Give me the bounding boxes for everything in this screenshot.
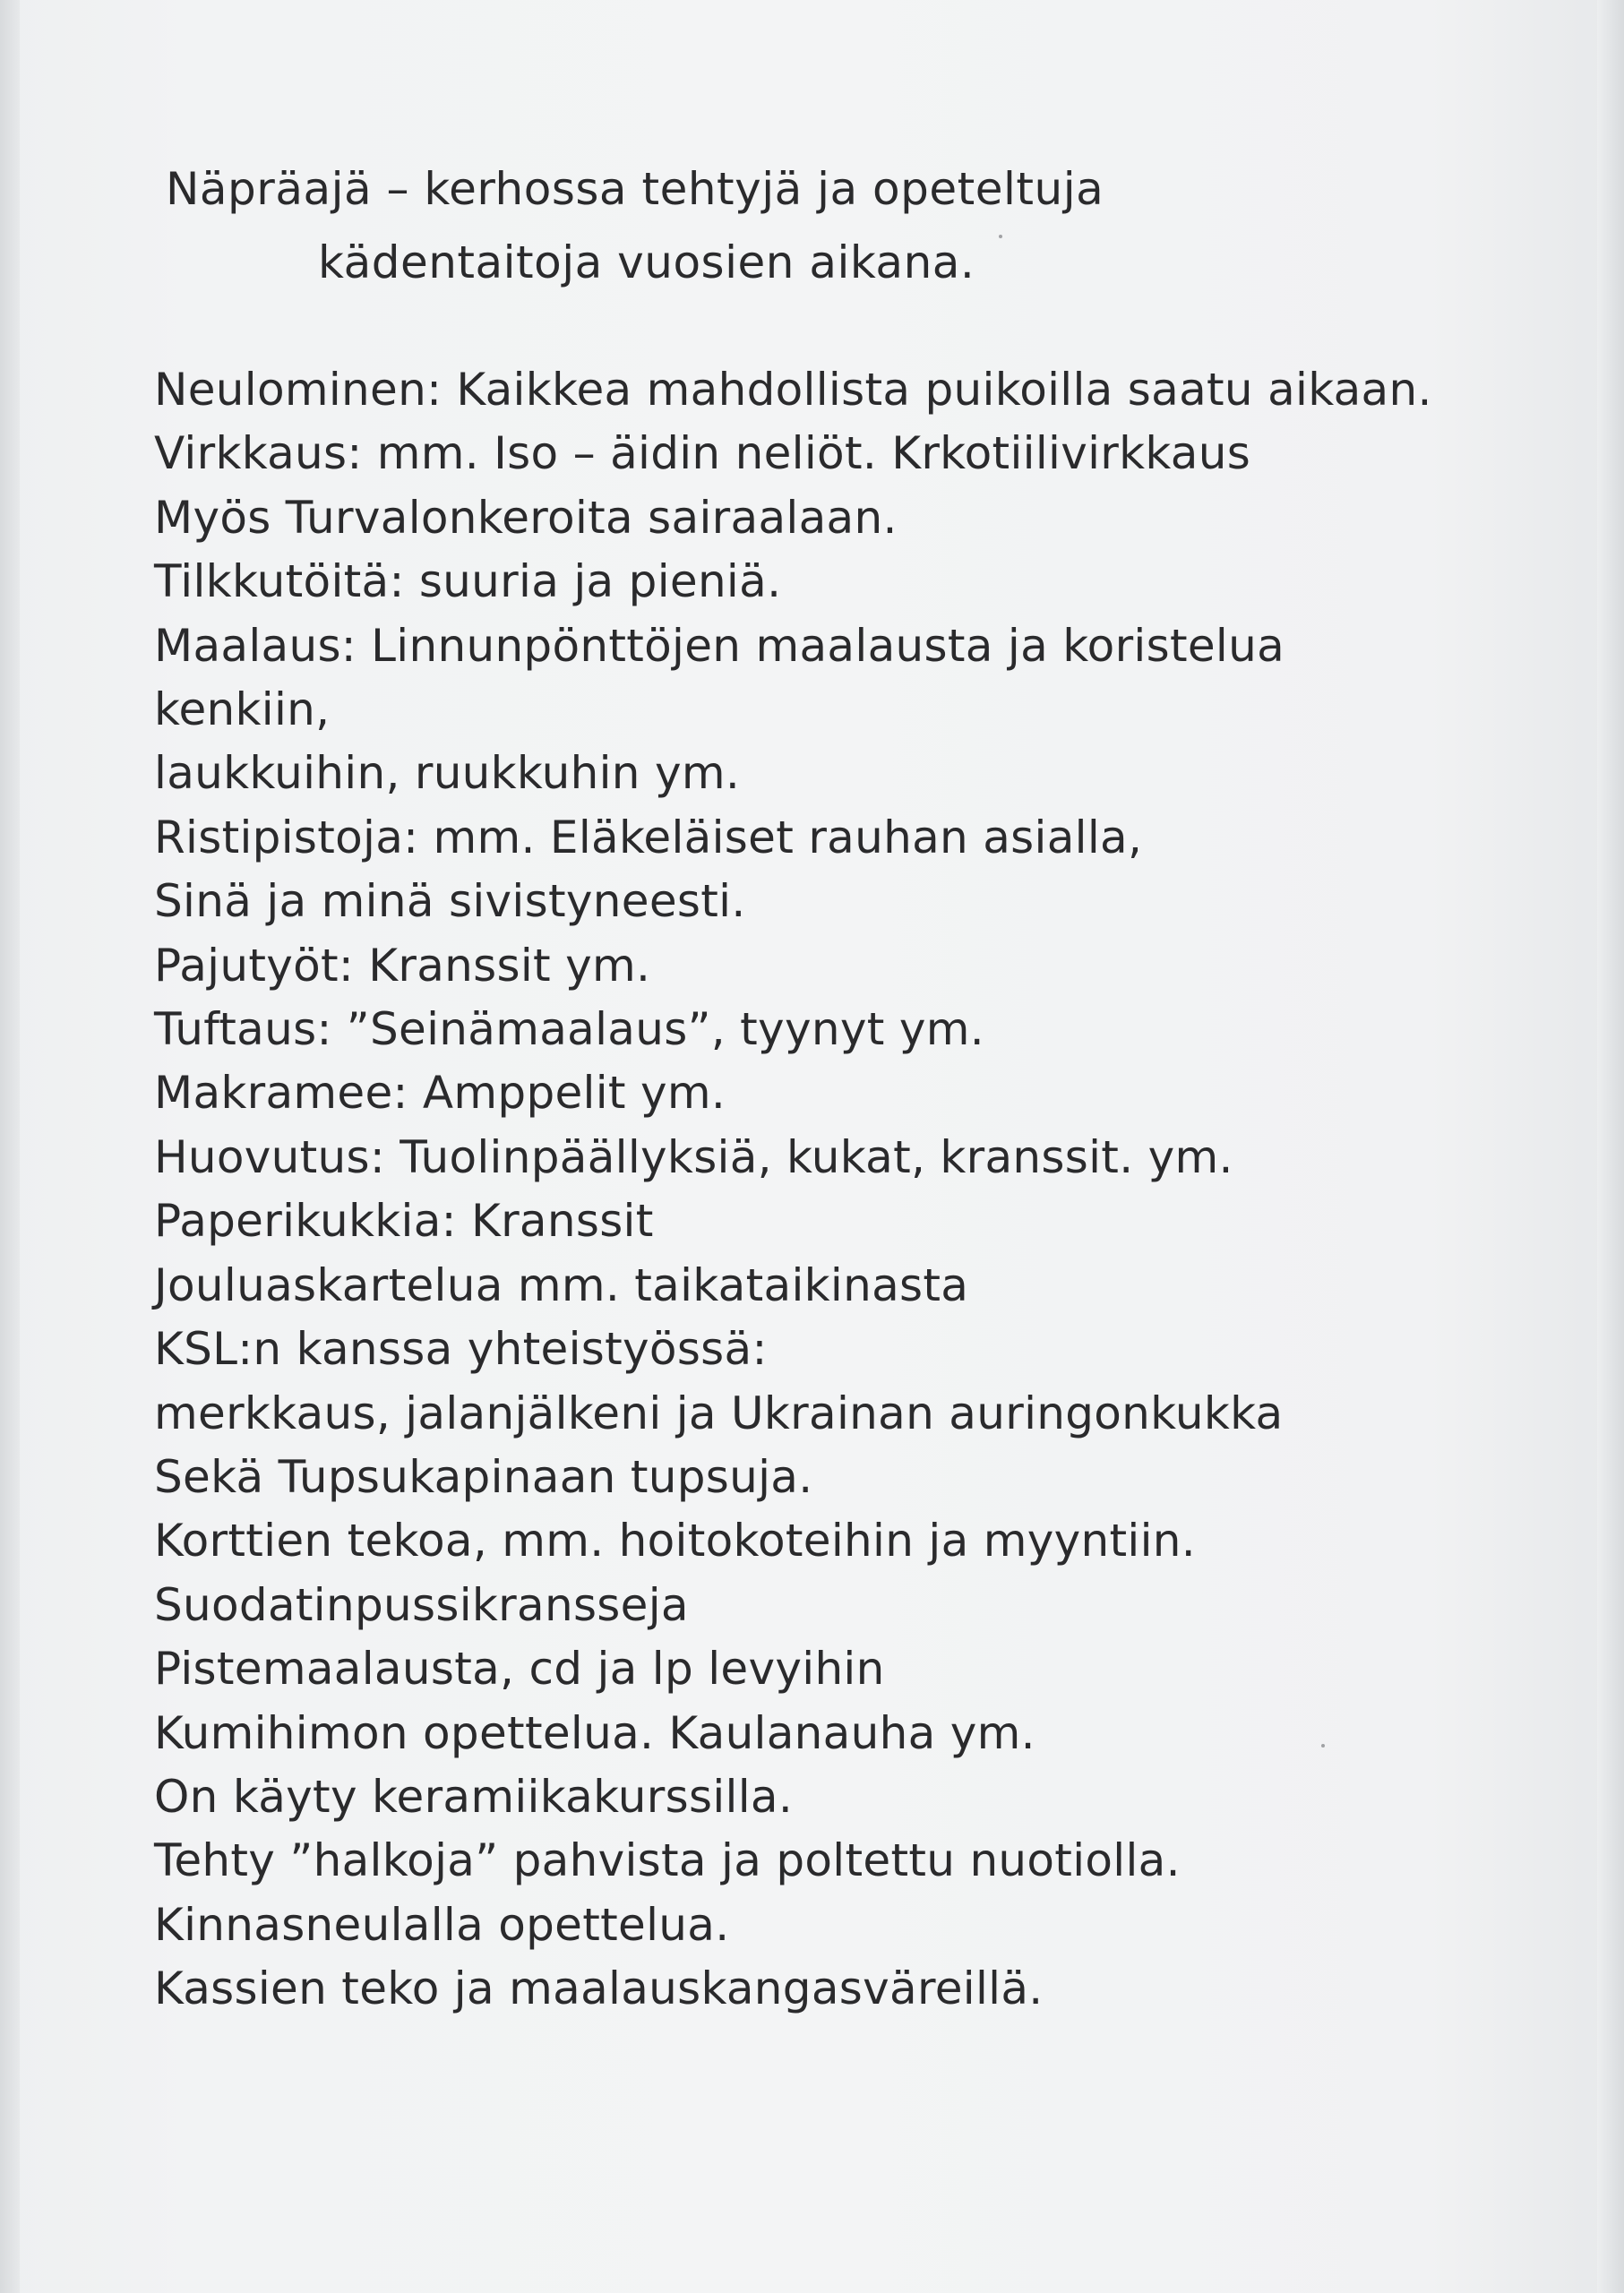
list-item: Suodatinpussikransseja bbox=[154, 1578, 689, 1631]
list-item: Sekä Tupsukapinaan tupsuja. bbox=[154, 1450, 813, 1503]
crafts-list bbox=[154, 358, 1432, 2022]
list-item: Tilkkutöitä: suuria ja pieniä. bbox=[154, 555, 782, 608]
scan-speck bbox=[999, 235, 1002, 238]
list-item: merkkaus, jalanjälkeni ja Ukrainan auringonkukka bbox=[154, 1387, 1284, 1439]
scan-speck bbox=[1321, 1744, 1325, 1748]
list-item: Kumihimon opettelua. Kaulanauha ym. bbox=[154, 1706, 1035, 1759]
list-item: Makramee: Amppelit ym. bbox=[154, 1067, 726, 1120]
list-item: Tuftaus: ”Seinämaalaus”, tyynyt ym. bbox=[154, 1003, 984, 1056]
list-item: KSL:n kanssa yhteistyössä: bbox=[154, 1323, 768, 1376]
list-item: Pajutyöt: Kranssit ym. bbox=[154, 939, 651, 992]
list-item: Kinnasneulalla opettelua. bbox=[154, 1898, 730, 1951]
list-item: Jouluaskartelua mm. taikataikinasta bbox=[154, 1258, 969, 1311]
list-item: Korttien tekoa, mm. hoitokoteihin ja myyntiin. bbox=[154, 1515, 1196, 1567]
list-item: laukkuihin, ruukkuhin ym. bbox=[154, 747, 741, 800]
list-item: Pistemaalausta, cd ja lp levyihin bbox=[154, 1643, 885, 1696]
list-item: Sinä ja minä sivistyneesti. bbox=[154, 875, 746, 928]
list-item: Neulominen: Kaikkea mahdollista puikoilla saatu aikaan. bbox=[154, 364, 1432, 416]
list-item: On käyty keramiikakurssilla. bbox=[154, 1770, 794, 1823]
list-item: Ristipistoja: mm. Eläkeläiset rauhan asialla, bbox=[154, 811, 1143, 863]
list-item: Virkkaus: mm. Iso – äidin neliöt. Krkotiilivirkkaus bbox=[154, 427, 1251, 480]
list-item: Tehty ”halkoja” pahvista ja poltettu nuotiolla. bbox=[154, 1834, 1181, 1887]
list-item: Maalaus: Linnunpönttöjen maalausta ja koristelua bbox=[154, 619, 1285, 672]
document-title bbox=[166, 152, 1104, 299]
list-item: kenkiin, bbox=[154, 683, 331, 736]
list-item: Myös Turvalonkeroita sairaalaan. bbox=[154, 491, 898, 544]
list-item: Paperikukkia: Kranssit bbox=[154, 1195, 654, 1248]
title-line-2: kädentaitoja vuosien aikana. bbox=[318, 236, 975, 288]
list-item: Kassien teko ja maalauskangasväreillä. bbox=[154, 1962, 1044, 2015]
title-line-1: Näpräajä – kerhossa tehtyjä ja opeteltuja bbox=[166, 163, 1104, 215]
list-item: Huovutus: Tuolinpäällyksiä, kukat, kranssit. ym. bbox=[154, 1130, 1233, 1183]
